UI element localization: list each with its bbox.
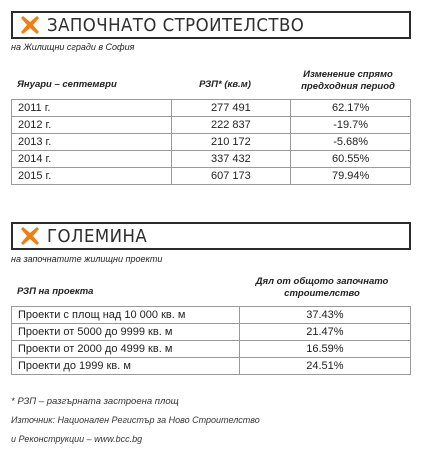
table-row (12, 358, 411, 375)
year-cell: 2013 г. (12, 134, 172, 151)
project-size-table (11, 306, 411, 375)
share-cell: 16.59% (239, 341, 410, 358)
rzp-cell: 607 173 (171, 168, 291, 185)
change-cell: 60.55% (291, 151, 411, 168)
column-header-change-line2: предходния период (301, 81, 395, 92)
year-cell: 2015 г. (12, 168, 172, 185)
rzp-cell: 222 837 (171, 117, 291, 134)
table-row (12, 117, 411, 134)
project-size-cell: Проекти до 1999 кв. м (12, 358, 240, 375)
column-header-change-line1: Изменение спрямо (303, 69, 393, 80)
year-cell: 2014 г. (12, 151, 172, 168)
share-cell: 24.51% (239, 358, 410, 375)
column-header-project-size: РЗП на проекта (17, 286, 94, 297)
section-title: ГОЛЕМИНА (47, 225, 148, 247)
change-cell: 79.94% (291, 168, 411, 185)
section-banner-construction (11, 11, 411, 39)
section-banner-size (11, 222, 411, 250)
construction-table (11, 99, 411, 185)
table-row (12, 307, 411, 324)
project-size-cell: Проекти с площ над 10 000 кв. м (12, 307, 240, 324)
rzp-cell: 337 432 (171, 151, 291, 168)
source-line-1: Източник: Национален Регистър за Ново Строителство (11, 415, 260, 425)
change-cell: -5.68% (291, 134, 411, 151)
table-row (12, 151, 411, 168)
section-subtitle: на Жилищни сгради в София (11, 42, 135, 52)
cross-icon (19, 225, 41, 247)
cross-icon (19, 14, 41, 36)
column-header-change (286, 69, 410, 93)
column-header-share-line1: Дял от общото започнато (255, 276, 389, 287)
section-title: ЗАПОЧНАТО СТРОИТЕЛСТВО (47, 14, 305, 36)
table-row (12, 324, 411, 341)
year-cell: 2012 г. (12, 117, 172, 134)
table-row (12, 100, 411, 117)
table-row (12, 341, 411, 358)
share-cell: 21.47% (239, 324, 410, 341)
year-cell: 2011 г. (12, 100, 172, 117)
share-cell: 37.43% (239, 307, 410, 324)
table-row (12, 168, 411, 185)
rzp-cell: 210 172 (171, 134, 291, 151)
column-header-share-line2: строителство (284, 288, 360, 299)
project-size-cell: Проекти от 5000 до 9999 кв. м (12, 324, 240, 341)
column-header-share (236, 276, 408, 300)
project-size-cell: Проекти от 2000 до 4999 кв. м (12, 341, 240, 358)
column-header-period: Януари – септември (17, 79, 117, 90)
column-header-rzp: РЗП* (кв.м) (199, 79, 251, 90)
change-cell: -19.7% (291, 117, 411, 134)
source-line-2: и Реконструкции – www.bcc.bg (11, 434, 143, 444)
footnote-rzp: * РЗП – разгърната застроена площ (11, 396, 179, 407)
rzp-cell: 277 491 (171, 100, 291, 117)
change-cell: 62.17% (291, 100, 411, 117)
section-subtitle: на започнатите жилищни проекти (11, 254, 163, 264)
table-row (12, 134, 411, 151)
